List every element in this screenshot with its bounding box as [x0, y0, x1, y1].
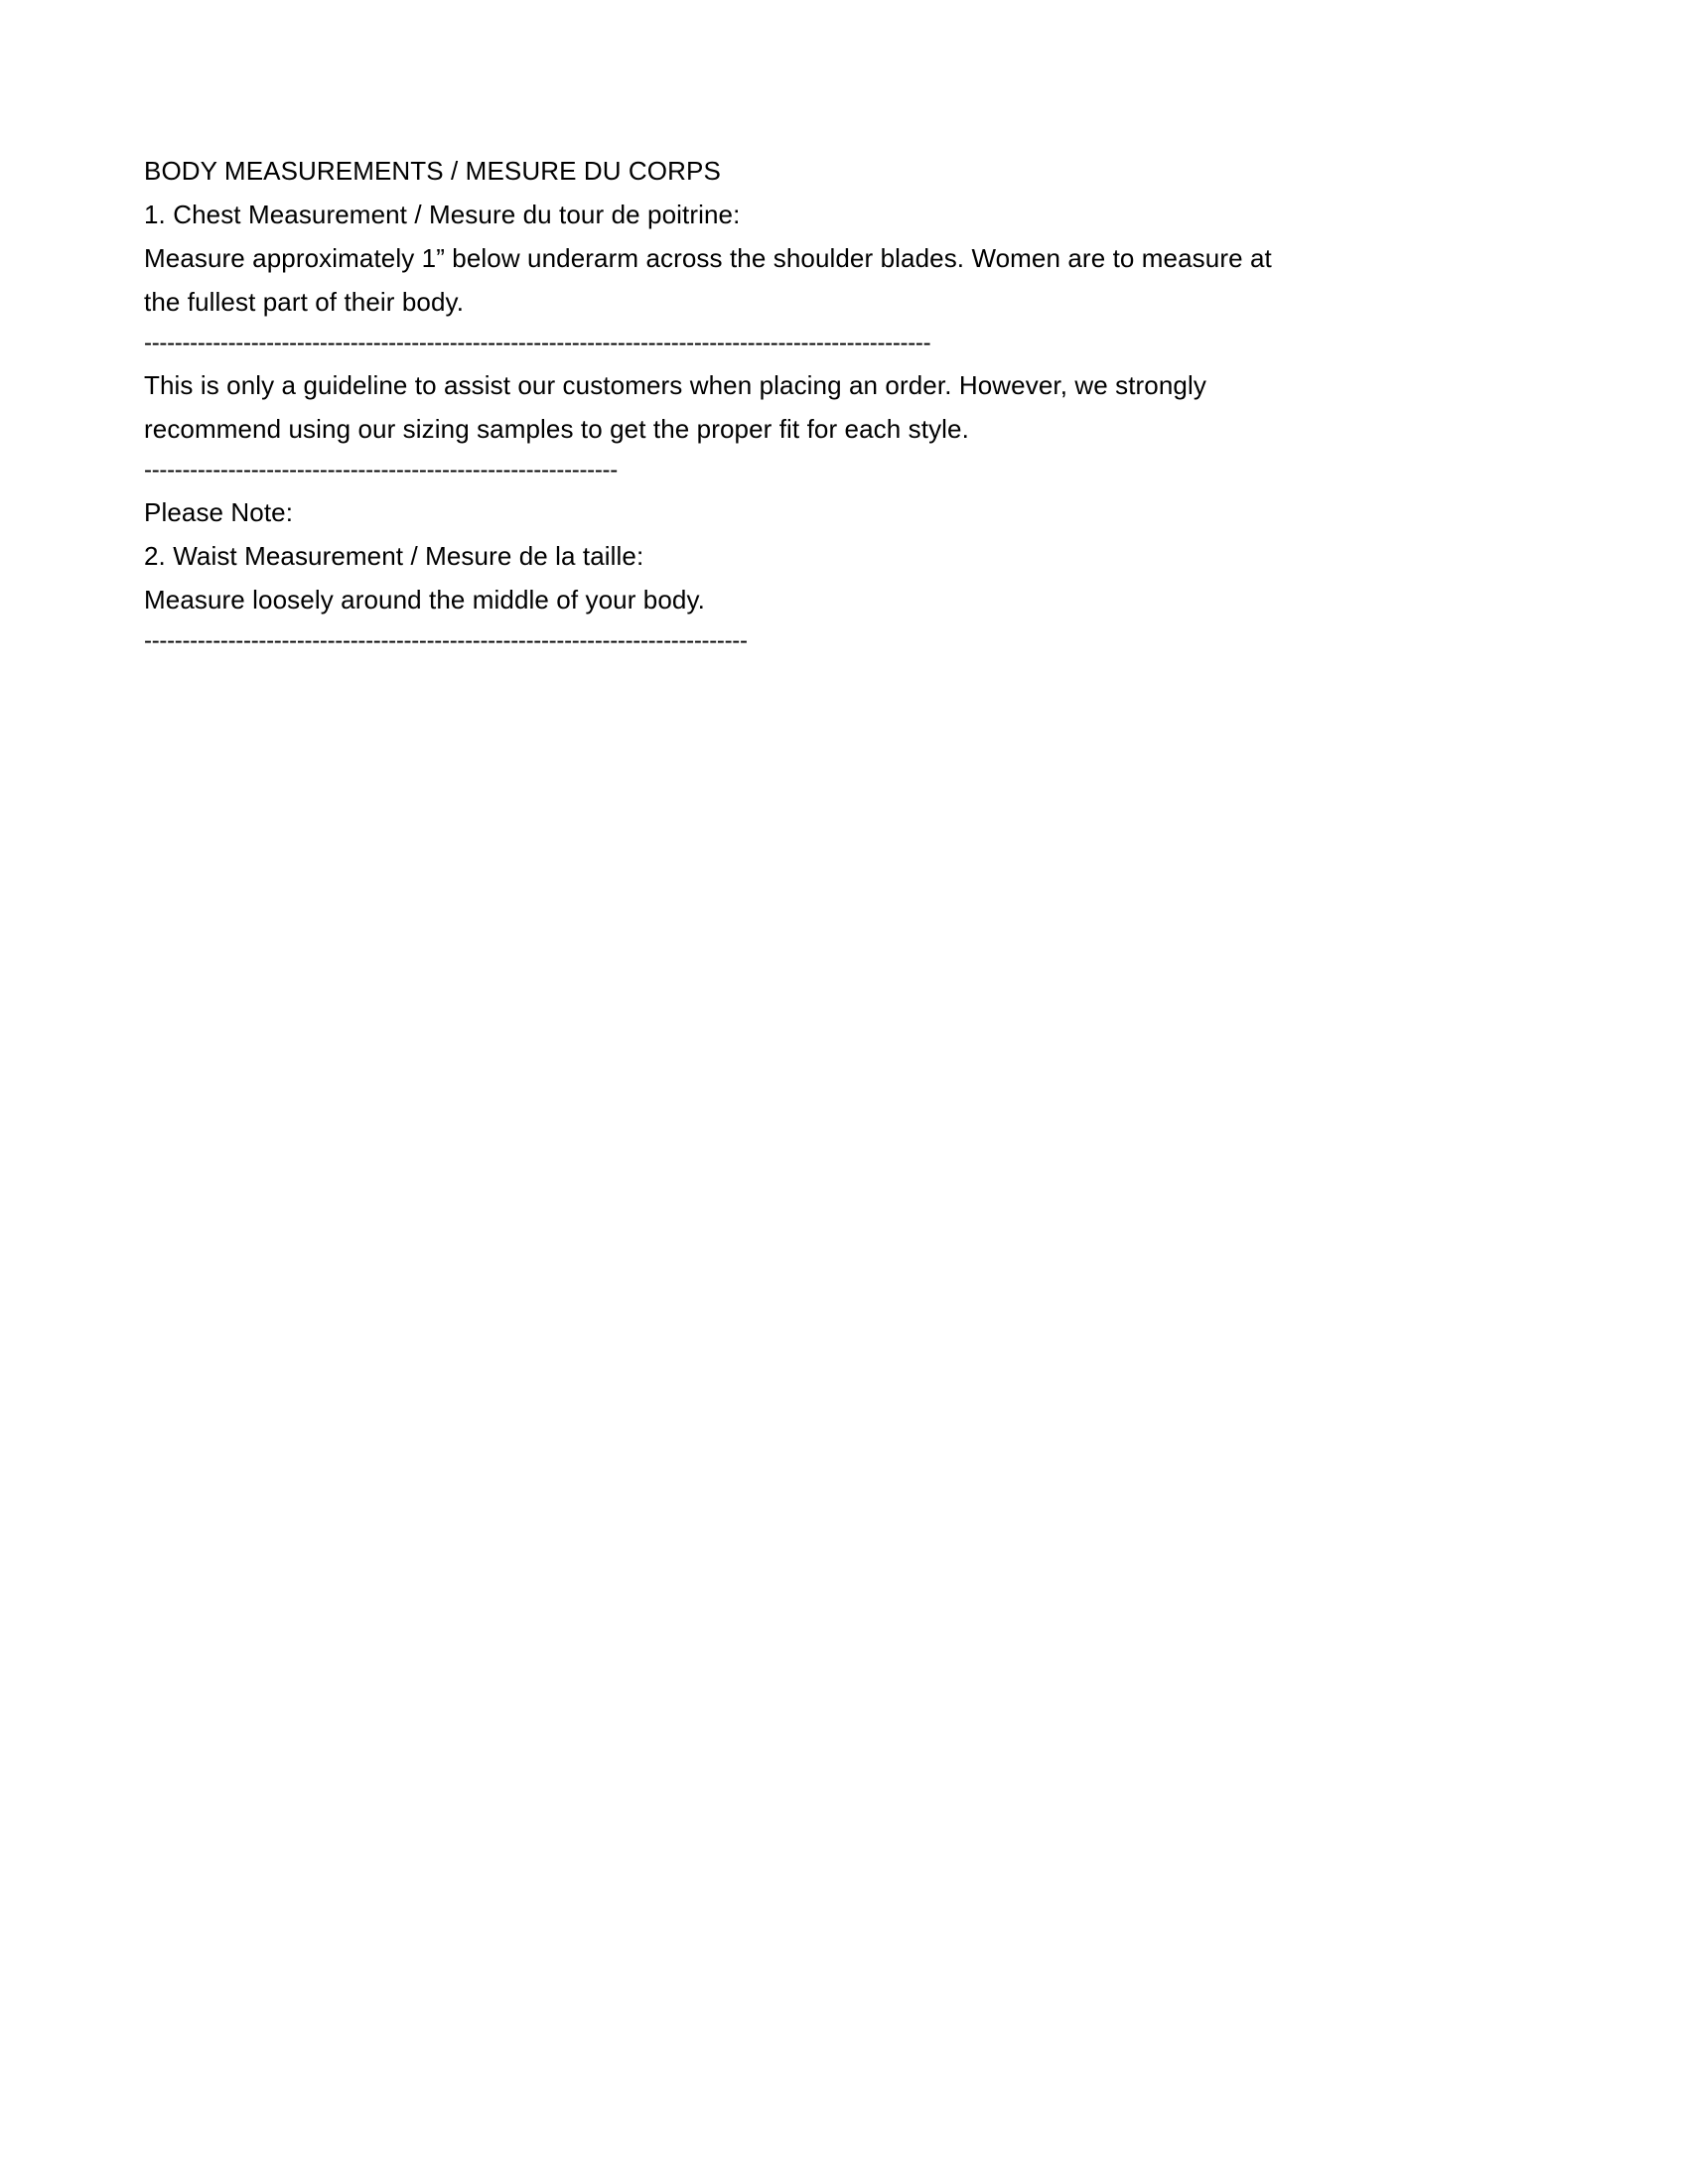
chest-measurement-text: Measure approximately 1” below underarm across the shoulder blades. Women are to measure at the fullest part of their body.: [144, 243, 1280, 317]
divider-three: -------------------------------------------------------------------------------: [144, 627, 748, 654]
document-heading: BODY MEASUREMENTS / MESURE DU CORPS: [144, 156, 721, 186]
divider-one: -------------------------------------------------------------------------------------------------------: [144, 330, 931, 356]
please-note-label: Please Note:: [144, 497, 294, 527]
waist-measurement-title: 2. Waist Measurement / Mesure de la taille:: [144, 541, 644, 571]
divider-two: --------------------------------------------------------------: [144, 457, 618, 483]
guideline-text: This is only a guideline to assist our customers when placing an order. However, we strongly recommend using our sizing samples to get the proper fit for each style.: [144, 370, 1214, 444]
chest-measurement-title: 1. Chest Measurement / Mesure du tour de poitrine:: [144, 200, 741, 229]
waist-measurement-text: Measure loosely around the middle of your body.: [144, 585, 705, 614]
document-content: [144, 149, 1435, 661]
